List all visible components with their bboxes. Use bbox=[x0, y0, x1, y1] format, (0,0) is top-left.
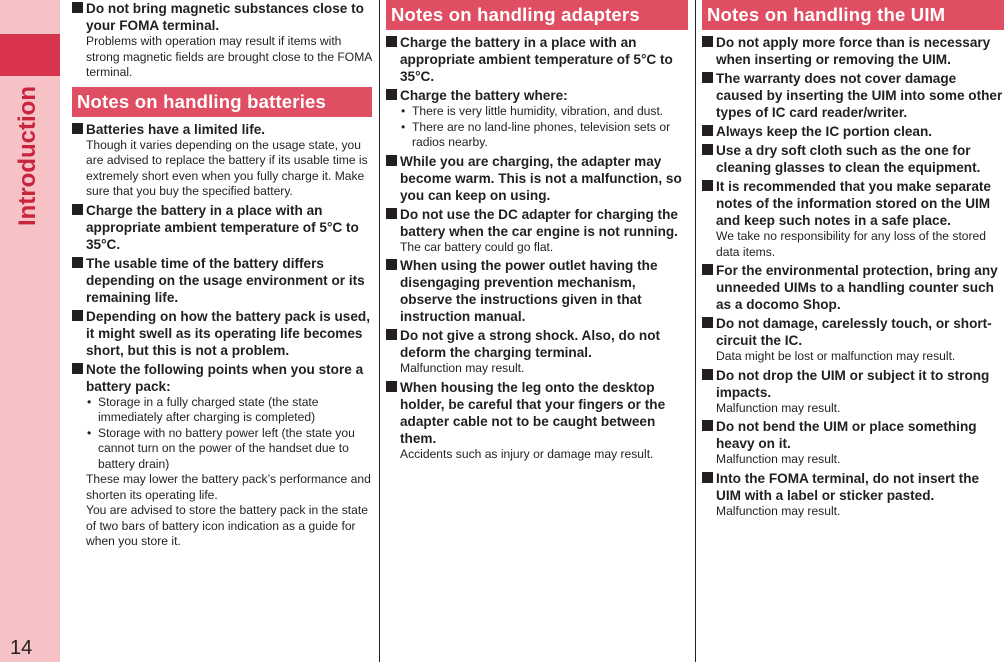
square-bullet-icon bbox=[72, 257, 83, 268]
square-bullet-icon bbox=[386, 89, 397, 100]
note-desc: The car battery could go flat. bbox=[400, 239, 554, 254]
sidebar bbox=[0, 0, 60, 662]
square-bullet-icon bbox=[702, 72, 713, 83]
page-number: 14 bbox=[10, 637, 33, 659]
note-item bbox=[702, 70, 1004, 121]
square-bullet-icon bbox=[702, 472, 713, 483]
sub-bullet: • There is very little humidity, vibration, and dust. bbox=[401, 104, 664, 118]
note-item bbox=[386, 327, 688, 377]
note-title: Do not use the DC adapter for charging the battery when the car engine is not running. bbox=[400, 206, 678, 239]
square-bullet-icon bbox=[702, 264, 713, 275]
square-bullet-icon bbox=[386, 36, 397, 47]
square-bullet-icon bbox=[72, 204, 83, 215]
section-header: Notes on handling batteries bbox=[72, 87, 372, 117]
section-header: Notes on handling the UIM bbox=[702, 0, 1004, 30]
note-item bbox=[702, 418, 1004, 468]
square-bullet-icon bbox=[702, 144, 713, 155]
note-title: The usable time of the battery differs depending on the usage environment or its remaining life. bbox=[86, 255, 365, 305]
column-divider bbox=[379, 0, 380, 662]
section-header: Notes on handling adapters bbox=[386, 0, 688, 30]
note-item bbox=[386, 379, 688, 463]
note-title: Charge the battery in a place with an appropriate ambient temperature of 5°C to 35°C. bbox=[400, 35, 673, 84]
square-bullet-icon bbox=[702, 420, 713, 431]
note-item bbox=[386, 34, 688, 85]
square-bullet-icon bbox=[702, 317, 713, 328]
note-item bbox=[72, 308, 372, 359]
note-desc: You are advised to store the battery pack in the state of two bars of battery icon indication as a guide for when you store it. bbox=[86, 503, 368, 548]
note-item bbox=[386, 153, 688, 204]
note-title: Use a dry soft cloth such as the one for cleaning glasses to clean the equipment. bbox=[716, 143, 981, 175]
note-item bbox=[72, 121, 372, 200]
square-bullet-icon bbox=[702, 125, 713, 136]
note-desc: Data might be lost or malfunction may result. bbox=[716, 349, 956, 363]
column-adapters bbox=[386, 0, 688, 662]
note-title: Into the FOMA terminal, do not insert the UIM with a label or sticker pasted. bbox=[716, 470, 980, 503]
note-desc: Though it varies depending on the usage state, you are advised to replace the battery if its usable time is extremely short even when you fully charge it. Make sure that you buy the specified battery. bbox=[86, 137, 368, 198]
note-title: The warranty does not cover damage caused by inserting the UIM into some other types of IC card reader/writer. bbox=[716, 71, 1003, 120]
note-title: Note the following points when you store a battery pack: bbox=[86, 361, 364, 394]
sub-bullet-text: There are no land-line phones, television sets or radios nearby. bbox=[412, 119, 671, 149]
square-bullet-icon bbox=[72, 2, 83, 13]
note-title: For the environmental protection, bring any unneeded UIMs to a handling counter such as a docomo Shop. bbox=[716, 263, 998, 312]
note-title: Do not damage, carelessly touch, or short-circuit the IC. bbox=[716, 316, 992, 348]
square-bullet-icon bbox=[702, 36, 713, 47]
note-desc: Malfunction may result. bbox=[400, 361, 525, 375]
note-title: Depending on how the battery pack is used, it might swell as its operating life becomes short, but this is not a problem. bbox=[86, 308, 371, 358]
square-bullet-icon bbox=[72, 310, 83, 321]
note-title: Charge the battery where: bbox=[400, 88, 568, 103]
note-desc: Malfunction may result. bbox=[716, 400, 841, 415]
square-bullet-icon bbox=[386, 381, 397, 392]
note-item bbox=[702, 142, 1004, 176]
note-item bbox=[386, 257, 688, 325]
column-batteries bbox=[72, 0, 372, 662]
note-title: Do not bend the UIM or place something heavy on it. bbox=[716, 419, 977, 451]
note-title: Always keep the IC portion clean. bbox=[716, 124, 933, 139]
note-item bbox=[702, 470, 1004, 520]
sub-bullet: • Storage with no battery power left (the state you cannot turn on the power of the handset due to battery drain) bbox=[87, 425, 355, 471]
sub-bullet-text: There is very little humidity, vibration, and dust. bbox=[412, 104, 664, 118]
sub-bullet: • Storage in a fully charged state (the state immediately after charging is completed) bbox=[87, 394, 319, 424]
note-desc: Problems with operation may result if items with strong magnetic fields are brought close to the FOMA terminal. bbox=[86, 34, 372, 79]
sub-bullet-text: Storage with no battery power left (the state you cannot turn on the power of the handset due to battery drain) bbox=[98, 425, 355, 471]
square-bullet-icon bbox=[72, 363, 83, 374]
note-desc: Malfunction may result. bbox=[716, 503, 841, 518]
note-title: When using the power outlet having the disengaging prevention mechanism, observe the instructions given in that instruction manual. bbox=[400, 258, 658, 324]
note-item bbox=[72, 255, 372, 306]
section-tab-marker bbox=[0, 34, 60, 76]
note-title: When housing the leg onto the desktop holder, be careful that your fingers or the adapter cable not to be caught between them. bbox=[400, 379, 666, 446]
note-desc: We take no responsibility for any loss of the stored data items. bbox=[716, 229, 987, 259]
note-item bbox=[702, 123, 1004, 140]
note-item bbox=[702, 34, 1004, 68]
note-item bbox=[72, 361, 372, 550]
note-item bbox=[702, 178, 1004, 260]
note-title: Do not apply more force than is necessary when inserting or removing the UIM. bbox=[716, 35, 991, 67]
column-uim bbox=[702, 0, 1004, 662]
note-item bbox=[702, 262, 1004, 313]
square-bullet-icon bbox=[386, 329, 397, 340]
square-bullet-icon bbox=[702, 180, 713, 191]
note-item bbox=[386, 206, 688, 256]
note-item bbox=[72, 202, 372, 253]
note-desc: Accidents such as injury or damage may result. bbox=[400, 446, 654, 461]
square-bullet-icon bbox=[386, 155, 397, 166]
sub-bullet: • There are no land-line phones, television sets or radios nearby. bbox=[401, 119, 671, 149]
note-item bbox=[702, 367, 1004, 417]
note-title: Do not drop the UIM or subject it to strong impacts. bbox=[716, 367, 990, 400]
note-item bbox=[386, 87, 688, 151]
square-bullet-icon bbox=[702, 369, 713, 380]
note-title: It is recommended that you make separate notes of the information stored on the UIM and keep such notes in a safe place. bbox=[716, 179, 991, 228]
note-title: Batteries have a limited life. bbox=[86, 121, 266, 137]
note-desc: Malfunction may result. bbox=[716, 452, 841, 466]
sub-bullet-text: Storage in a fully charged state (the state immediately after charging is completed) bbox=[98, 394, 319, 424]
section-label-text: Introduction bbox=[14, 86, 41, 226]
note-item bbox=[702, 315, 1004, 365]
note-title: While you are charging, the adapter may become warm. This is not a malfunction, so you can keep on using. bbox=[400, 153, 682, 203]
note-desc: These may lower the battery pack’s performance and shorten its operating life. bbox=[86, 472, 371, 502]
note-title: Do not bring magnetic substances close to your FOMA terminal. bbox=[86, 1, 364, 33]
square-bullet-icon bbox=[72, 123, 83, 134]
column-divider bbox=[695, 0, 696, 662]
section-label bbox=[11, 86, 45, 226]
square-bullet-icon bbox=[386, 208, 397, 219]
note-title: Charge the battery in a place with an appropriate ambient temperature of 5°C to 35°C. bbox=[86, 202, 359, 252]
note-title: Do not give a strong shock. Also, do not deform the charging terminal. bbox=[400, 328, 661, 360]
square-bullet-icon bbox=[386, 259, 397, 270]
note-item bbox=[72, 0, 372, 81]
